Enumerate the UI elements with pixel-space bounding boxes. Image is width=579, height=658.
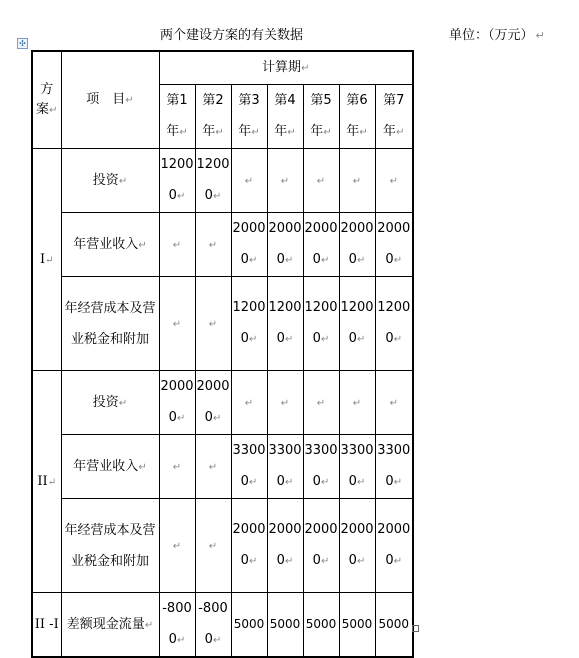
value-text: 2000 0 (377, 221, 411, 267)
cell-end-mark-icon: ↵ (316, 175, 326, 187)
scheme-label: II (37, 473, 48, 489)
value-cell (159, 277, 195, 371)
cell-end-mark-icon: ↵ (118, 397, 128, 409)
cell-end-mark-icon: ↵ (323, 127, 332, 138)
cell-end-mark-icon: ↵ (356, 556, 366, 567)
cell-end-mark-icon: ↵ (356, 334, 366, 345)
value-text: 5000 (378, 617, 410, 631)
value-cell (375, 149, 413, 213)
paragraph-mark-icon: ↵ (535, 29, 545, 42)
cell-end-mark-icon: ↵ (179, 127, 188, 138)
value-cell (267, 213, 303, 277)
value-cell (339, 371, 375, 435)
value-cell (231, 277, 267, 371)
cell-end-mark-icon: ↵ (284, 556, 294, 567)
value-cell (231, 371, 267, 435)
unit-label: 单位：（万元） ↵ (449, 28, 545, 43)
year-header-3 (231, 85, 267, 149)
table-row (32, 213, 413, 277)
table-row (32, 435, 413, 499)
item-cell (61, 149, 159, 213)
value-cell (339, 149, 375, 213)
value-cell (195, 213, 231, 277)
item-label: 年营业收入 (73, 236, 139, 252)
value-cell (339, 277, 375, 371)
value-cell (375, 213, 413, 277)
value-cell (339, 593, 375, 658)
cell-end-mark-icon: ↵ (208, 239, 218, 251)
value-text: 2000 0 (340, 522, 374, 568)
year-label: 第4 年↵ (274, 93, 296, 139)
cell-end-mark-icon: ↵ (244, 175, 254, 187)
cell-end-mark-icon: ↵ (176, 191, 186, 202)
value-text: 5000 (233, 617, 265, 631)
value-cell (339, 499, 375, 593)
value-text: 3300 0 (232, 443, 266, 489)
item-cell (61, 499, 159, 593)
value-cell (159, 371, 195, 435)
table-row (32, 499, 413, 593)
cell-end-mark-icon: ↵ (172, 318, 182, 330)
year-header-7 (375, 85, 413, 149)
cell-end-mark-icon: ↵ (352, 175, 362, 187)
item-label: 年经营成本及营业税金和附加 (64, 522, 156, 569)
item-cell (61, 435, 159, 499)
value-cell (231, 149, 267, 213)
value-cell (267, 435, 303, 499)
value-text: -800 0 (198, 601, 228, 647)
value-cell (303, 499, 339, 593)
value-cell (159, 435, 195, 499)
cell-end-mark-icon: ↵ (138, 239, 147, 251)
cell-end-mark-icon: ↵ (393, 334, 403, 345)
cell-end-mark-icon: ↵ (301, 63, 310, 74)
cell-end-mark-icon: ↵ (118, 175, 128, 187)
table-resize-handle-icon[interactable] (412, 625, 419, 632)
value-cell (303, 213, 339, 277)
value-cell (195, 149, 231, 213)
year-label: 第5 年↵ (310, 93, 332, 139)
cell-end-mark-icon: ↵ (320, 334, 330, 345)
data-table (31, 50, 414, 658)
scheme-cell (32, 149, 61, 371)
item-cell (61, 277, 159, 371)
table-row (32, 277, 413, 371)
value-cell (375, 371, 413, 435)
value-cell (267, 593, 303, 658)
cell-end-mark-icon: ↵ (284, 255, 294, 266)
year-label: 第2 年↵ (202, 93, 224, 139)
year-label: 第6 年↵ (346, 93, 368, 139)
value-cell (195, 435, 231, 499)
item-label: 年营业收入 (73, 458, 139, 474)
value-cell (303, 277, 339, 371)
period-header-text: 计算期 (262, 60, 302, 75)
value-text: 2000 0 (304, 522, 338, 568)
value-text: 3300 0 (304, 443, 338, 489)
value-text: 2000 0 (268, 221, 302, 267)
cell-end-mark-icon: ↵ (248, 255, 258, 266)
value-text: 3300 0 (268, 443, 302, 489)
cell-end-mark-icon: ↵ (212, 191, 222, 202)
cell-end-mark-icon: ↵ (284, 334, 294, 345)
value-text: 1200 0 (377, 300, 411, 346)
value-cell (375, 499, 413, 593)
item-cell (61, 371, 159, 435)
value-cell (303, 435, 339, 499)
value-cell (195, 277, 231, 371)
period-header (159, 51, 413, 85)
value-cell (195, 499, 231, 593)
value-cell (159, 149, 195, 213)
year-label: 第1 年↵ (166, 93, 188, 139)
cell-end-mark-icon: ↵ (356, 477, 366, 488)
scheme-cell (32, 593, 61, 658)
cell-end-mark-icon: ↵ (393, 556, 403, 567)
cell-end-mark-icon: ↵ (138, 461, 147, 473)
scheme-cell (32, 371, 61, 593)
cell-end-mark-icon: ↵ (208, 461, 218, 473)
cell-end-mark-icon: ↵ (287, 127, 296, 138)
cell-end-mark-icon: ↵ (280, 175, 290, 187)
cell-end-mark-icon: ↵ (280, 397, 290, 409)
value-text: 2000 0 (232, 522, 266, 568)
cell-end-mark-icon: ↵ (356, 255, 366, 266)
cell-end-mark-icon: ↵ (320, 255, 330, 266)
year-header-5 (303, 85, 339, 149)
value-text: 1200 0 (160, 157, 194, 203)
value-text: -800 0 (162, 601, 192, 647)
cell-end-mark-icon: ↵ (248, 477, 258, 488)
value-cell (267, 499, 303, 593)
scheme-label: I (39, 251, 46, 267)
cell-end-mark-icon: ↵ (212, 635, 222, 646)
value-cell (303, 371, 339, 435)
item-header (61, 51, 159, 149)
year-label: 第7 年↵ (383, 93, 405, 139)
cell-end-mark-icon: ↵ (172, 461, 182, 473)
value-cell (231, 499, 267, 593)
value-text: 2000 0 (340, 221, 374, 267)
scheme-label: II -I (34, 617, 59, 632)
table-row (32, 371, 413, 435)
value-text: 2000 0 (377, 522, 411, 568)
cell-end-mark-icon: ↵ (393, 477, 403, 488)
value-cell (375, 593, 413, 658)
item-header-text: 项 目 (86, 91, 126, 107)
value-cell (267, 277, 303, 371)
value-cell (303, 149, 339, 213)
value-cell (375, 435, 413, 499)
cell-end-mark-icon: ↵ (215, 127, 224, 138)
item-label: 差额现金流量 (66, 616, 145, 632)
value-cell (267, 149, 303, 213)
table-row (32, 149, 413, 213)
cell-end-mark-icon: ↵ (251, 127, 260, 138)
value-text: 2000 0 (160, 379, 194, 425)
value-cell (231, 435, 267, 499)
cell-end-mark-icon: ↵ (389, 397, 398, 409)
value-text: 3300 0 (340, 443, 374, 489)
item-label: 年经营成本及营业税金和附加 (64, 300, 156, 347)
cell-end-mark-icon: ↵ (316, 397, 326, 409)
cell-end-mark-icon: ↵ (320, 477, 330, 488)
cell-end-mark-icon: ↵ (389, 175, 398, 187)
cell-end-mark-icon: ↵ (248, 556, 258, 567)
scheme-header (32, 51, 61, 149)
value-cell (159, 593, 195, 658)
value-text: 2000 0 (232, 221, 266, 267)
cell-end-mark-icon: ↵ (176, 635, 186, 646)
value-cell (159, 499, 195, 593)
value-text: 1200 0 (268, 300, 302, 346)
value-text: 3300 0 (377, 443, 411, 489)
cell-end-mark-icon: ↵ (47, 476, 57, 488)
value-text: 5000 (341, 617, 373, 631)
cell-end-mark-icon: ↵ (125, 94, 134, 106)
cell-end-mark-icon: ↵ (320, 556, 330, 567)
value-text: 2000 0 (196, 379, 230, 425)
cell-end-mark-icon: ↵ (352, 397, 362, 409)
year-header-4 (267, 85, 303, 149)
value-text: 5000 (269, 617, 301, 631)
cell-end-mark-icon: ↵ (176, 413, 186, 424)
value-cell (231, 213, 267, 277)
value-cell (303, 593, 339, 658)
item-label: 投资 (92, 172, 119, 188)
cell-end-mark-icon: ↵ (359, 127, 368, 138)
cell-end-mark-icon: ↵ (208, 318, 218, 330)
table-title: 两个建设方案的有关数据 (160, 28, 304, 43)
cell-end-mark-icon: ↵ (244, 397, 254, 409)
value-text: 1200 0 (340, 300, 374, 346)
value-text: 2000 0 (304, 221, 338, 267)
item-cell (61, 213, 159, 277)
value-cell (195, 593, 231, 658)
year-header-6 (339, 85, 375, 149)
value-text: 1200 0 (304, 300, 338, 346)
cell-end-mark-icon: ↵ (396, 127, 405, 138)
value-text: 2000 0 (268, 522, 302, 568)
table-row (32, 593, 413, 658)
cell-end-mark-icon: ↵ (212, 413, 222, 424)
cell-end-mark-icon: ↵ (172, 540, 182, 552)
item-cell (61, 593, 159, 658)
year-header-2 (195, 85, 231, 149)
cell-end-mark-icon: ↵ (172, 239, 182, 251)
value-cell (195, 371, 231, 435)
cell-end-mark-icon: ↵ (248, 334, 258, 345)
value-cell (375, 277, 413, 371)
cell-end-mark-icon: ↵ (208, 540, 218, 552)
value-cell (339, 213, 375, 277)
cell-end-mark-icon: ↵ (284, 477, 294, 488)
cell-end-mark-icon: ↵ (45, 254, 54, 266)
value-cell (231, 593, 267, 658)
value-cell (267, 371, 303, 435)
cell-end-mark-icon: ↵ (49, 104, 58, 116)
value-text: 5000 (305, 617, 337, 631)
table-move-handle-icon[interactable]: ✣ (17, 38, 28, 49)
value-text: 1200 0 (232, 300, 266, 346)
value-cell (159, 213, 195, 277)
year-label: 第3 年↵ (238, 93, 260, 139)
value-cell (339, 435, 375, 499)
cell-end-mark-icon: ↵ (393, 255, 403, 266)
cell-end-mark-icon: ↵ (144, 619, 154, 631)
value-text: 1200 0 (196, 157, 230, 203)
scheme-header-text: 方 案 (36, 81, 54, 117)
year-header-1 (159, 85, 195, 149)
item-label: 投资 (92, 394, 119, 410)
